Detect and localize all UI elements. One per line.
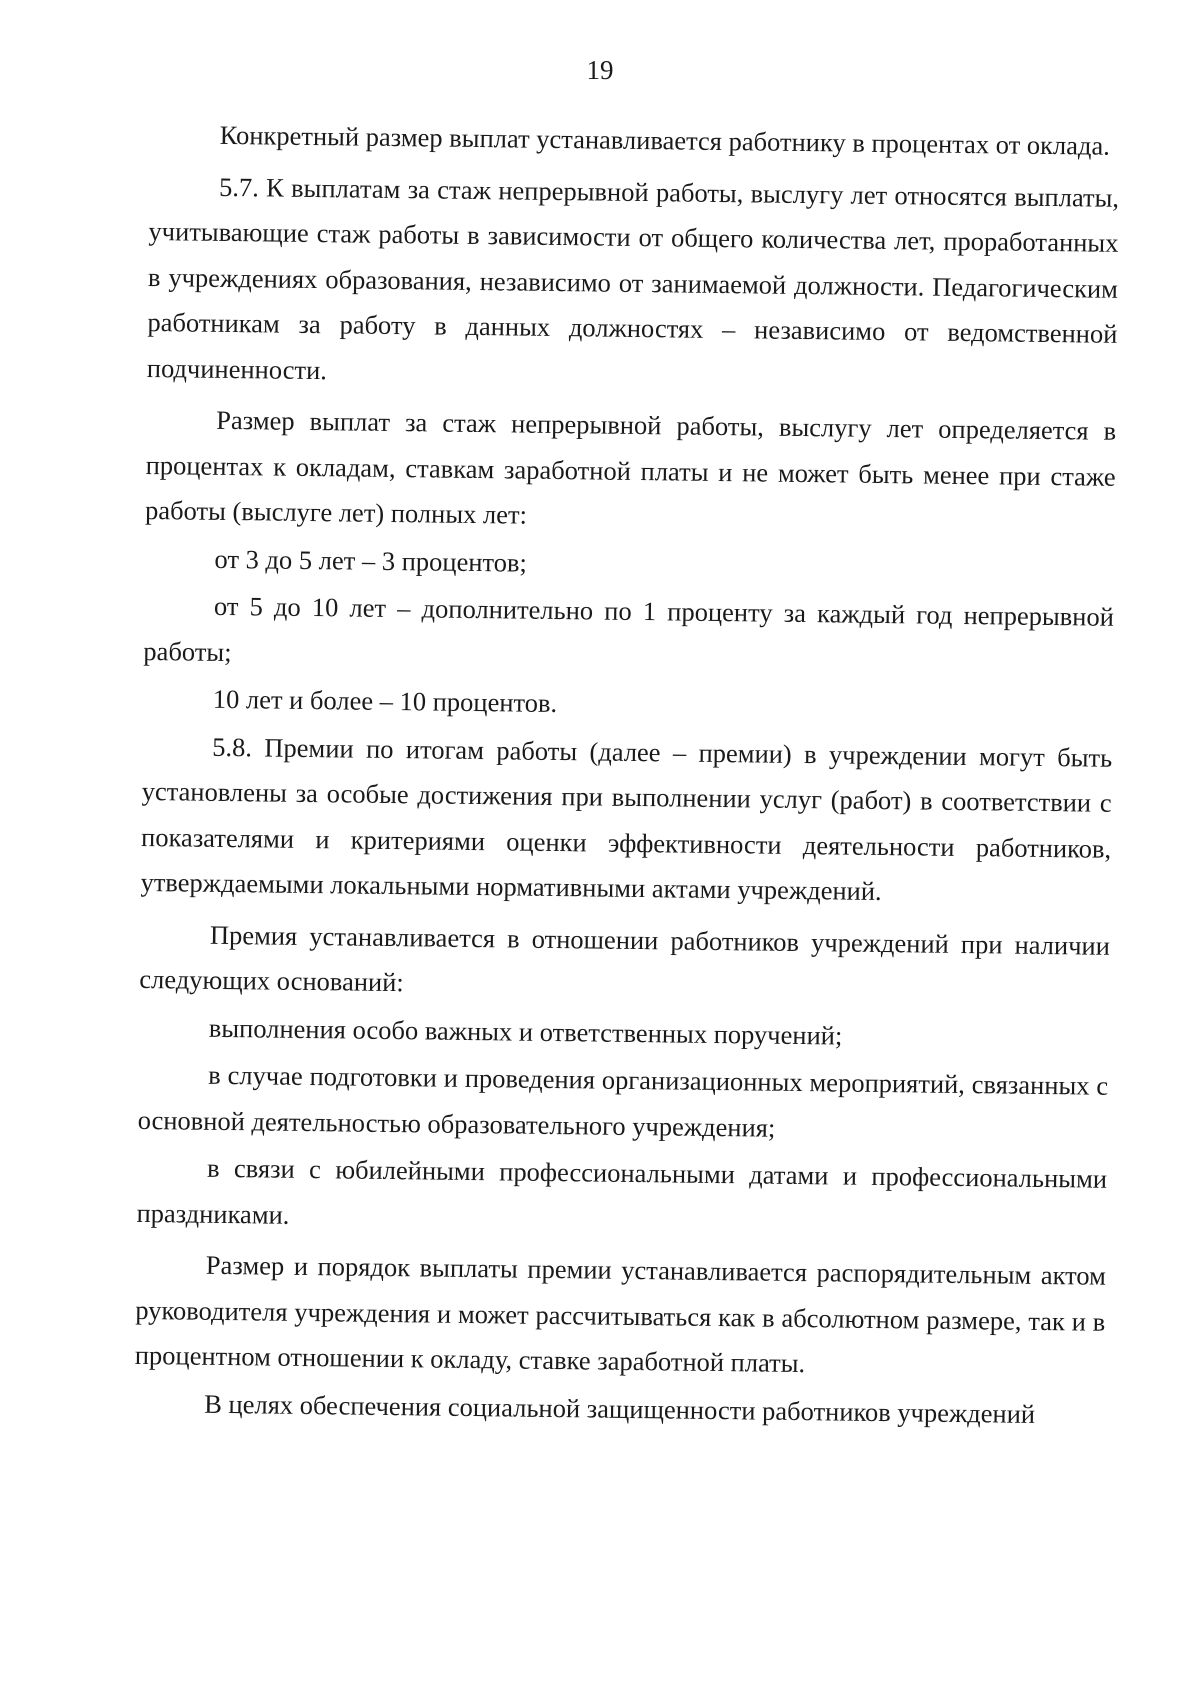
paragraph-salary-amount: Конкретный размер выплат устанавливается работнику в процентах от оклада. — [219, 119, 1111, 161]
document-body — [134, 112, 1120, 1440]
list-item-5-10-years: от 5 до 10 лет – дополнительно по 1 проценту за каждый год непрерывной работы; — [143, 590, 1115, 667]
paragraph-5-8: 5.8. Премии по итогам работы (далее – премии) в учреждении могут быть установлены за особые достижения при выполнении услуг (работ) в соответствии с показателями и критериями оценки эффективности деятельности работников, утверждаемыми локальными нормативными актами учреждений. — [140, 731, 1113, 906]
list-item-anniversaries: в связи с юбилейными профессиональными датами и профессиональными праздниками. — [136, 1152, 1108, 1230]
paragraph-seniority-amount: Размер выплат за стаж непрерывной работы, выслугу лет определяется в процентах к окладам, ставкам заработной платы и не может быть менее при стаже работы (выслуге лет) полных лет: — [144, 404, 1117, 530]
paragraph-bonus-procedure: Размер и порядок выплаты премии устанавливается распорядительным актом руководителя учреждения и может рассчитываться как в абсолютном размере, так и в процентном отношении к окладу, ставке заработной платы. — [134, 1249, 1107, 1379]
list-item-3-5-years: от 3 до 5 лет – 3 процентов; — [214, 543, 528, 578]
list-item-10-years: 10 лет и более – 10 процентов. — [212, 683, 558, 719]
paragraph-bonus-grounds: Премия устанавливается в отношении работников учреждений при наличии следующих оснований: — [139, 919, 1111, 998]
list-item-important-tasks: выполнения особо важных и ответственных поручений; — [208, 1012, 843, 1051]
page-number: 19 — [586, 55, 614, 85]
list-item-events: в случае подготовки и проведения организационных мероприятий, связанных с основной деятельностью образовательного учреждения; — [137, 1059, 1109, 1143]
paragraph-5-7: 5.7. К выплатам за стаж непрерывной работы, выслугу лет относятся выплаты, учитывающие стаж работы в зависимости от общего количества лет, проработанных в учреждениях образования, независимо от занимаемой должности. Педагогическим работникам за работу в данных должностях – независимо от ведомственной подчиненности. — [146, 171, 1120, 385]
paragraph-social-protection: В целях обеспечения социальной защищенности работников учреждений — [204, 1388, 1036, 1429]
